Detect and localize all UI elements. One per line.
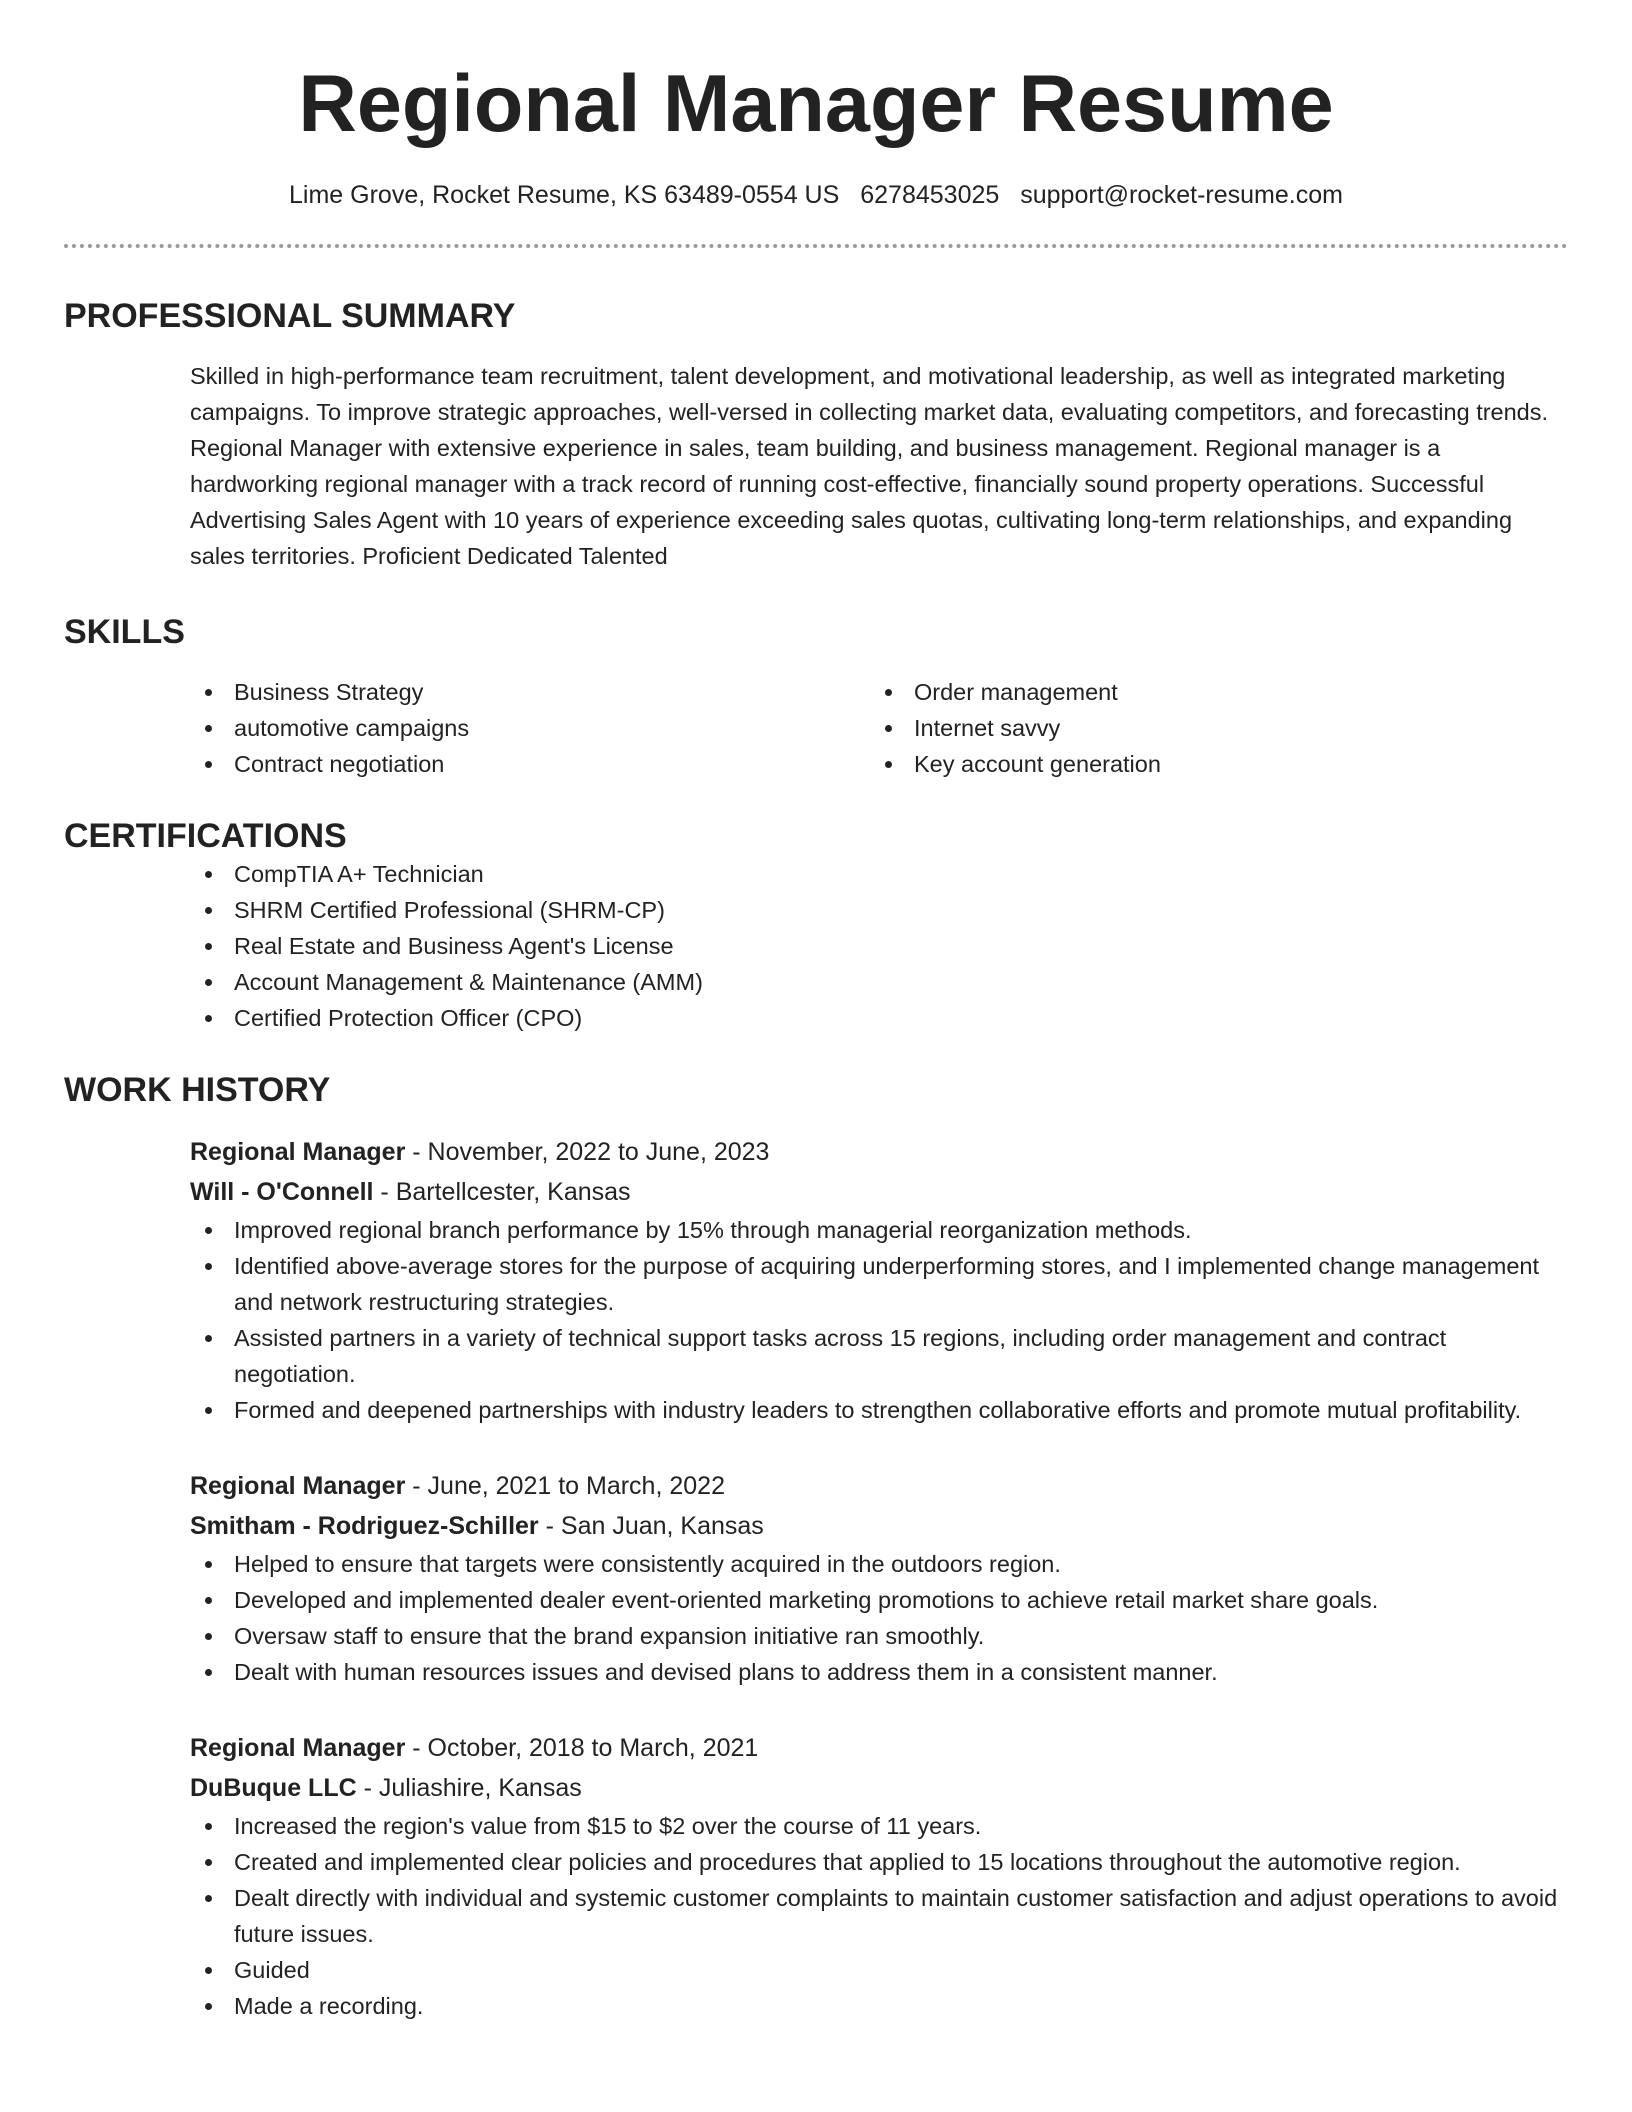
contact-email: support@rocket-resume.com [1020,181,1343,209]
job-bullet: Made a recording. [190,1988,1568,2024]
job-bullet: Helped to ensure that targets were consistently acquired in the outdoors region. [190,1546,1568,1582]
skill-item: Internet savvy [870,710,1550,746]
certification-item: SHRM Certified Professional (SHRM-CP) [190,892,1568,928]
job-title: Regional Manager [190,1734,406,1762]
job-title-line [190,1728,1568,1768]
job-title-line [190,1466,1568,1506]
skill-item: Contract negotiation [190,746,870,782]
contact-line [64,180,1568,210]
job-company: Will - O'Connell [190,1178,374,1206]
job-bullet: Assisted partners in a variety of technical support tasks across 15 regions, including order management and contract negotiation. [190,1320,1568,1392]
skill-item: Business Strategy [190,674,870,710]
certification-item: Certified Protection Officer (CPO) [190,1000,1568,1036]
job-title: Regional Manager [190,1138,406,1166]
certification-item: Account Management & Maintenance (AMM) [190,964,1568,1000]
summary-heading: PROFESSIONAL SUMMARY [64,297,516,335]
job-entry [190,1466,1568,1690]
skills-column-left [190,674,870,782]
certification-item: CompTIA A+ Technician [190,856,1568,892]
job-title: Regional Manager [190,1472,406,1500]
job-bullet: Oversaw staff to ensure that the brand expansion initiative ran smoothly. [190,1618,1568,1654]
job-bullet: Created and implemented clear policies and procedures that applied to 15 locations throughout the automotive region. [190,1844,1568,1880]
job-bullets [190,1212,1568,1428]
certifications-heading: CERTIFICATIONS [64,817,347,855]
job-dates: - October, 2018 to March, 2021 [405,1734,759,1762]
header-divider [64,244,1568,248]
job-bullet: Developed and implemented dealer event-oriented marketing promotions to achieve retail market share goals. [190,1582,1568,1618]
job-bullets [190,1546,1568,1690]
job-dates: - June, 2021 to March, 2022 [405,1472,725,1500]
job-company-line [190,1506,1568,1546]
job-entry [190,1728,1568,2024]
skill-item: automotive campaigns [190,710,870,746]
work-history-heading: WORK HISTORY [64,1071,331,1109]
job-bullet: Dealt with human resources issues and devised plans to address them in a consistent manner. [190,1654,1568,1690]
job-bullet: Identified above-average stores for the purpose of acquiring underperforming stores, and I implemented change management and network restructuring strategies. [190,1248,1568,1320]
job-bullet: Dealt directly with individual and systemic customer complaints to maintain customer satisfaction and adjust operations to avoid future issues. [190,1880,1568,1952]
job-location: - Juliashire, Kansas [356,1774,582,1802]
contact-address: Lime Grove, Rocket Resume, KS 63489-0554 US [289,181,840,209]
skills-heading: SKILLS [64,613,185,651]
skills-column-right [870,674,1550,782]
job-bullet: Increased the region's value from $15 to $2 over the course of 11 years. [190,1808,1568,1844]
job-title-line [190,1132,1568,1172]
skill-item: Order management [870,674,1550,710]
resume-title: Regional Manager Resume [298,59,1334,149]
job-company-line [190,1172,1568,1212]
skill-item: Key account generation [870,746,1550,782]
skills-list [190,674,1568,782]
job-bullets [190,1808,1568,2024]
certifications-list [190,856,1568,1036]
job-entry [190,1132,1568,1428]
job-location: - San Juan, Kansas [538,1512,764,1540]
job-company: DuBuque LLC [190,1774,357,1802]
contact-phone: 6278453025 [860,181,1000,209]
job-location: - Bartellcester, Kansas [373,1178,631,1206]
summary-text: Skilled in high-performance team recruitment, talent development, and motivational leadership, as well as integrated marketing campaigns. To improve strategic approaches, well-versed in collecting market data, evaluating competitors, and forecasting trends. Regional Manager with extensive experience in sales, team building, and business management. Regional manager is a hardworking regional manager with a track record of running cost-effective, financially sound property operations. Successful Advertising Sales Agent with 10 years of experience exceeding sales quotas, cultivating long-term relationships, and expanding sales territories. Proficient Dedicated Talented [190,363,1549,569]
job-bullet: Improved regional branch performance by 15% through managerial reorganization methods. [190,1212,1568,1248]
job-bullet: Guided [190,1952,1568,1988]
job-company-line [190,1768,1568,1808]
job-dates: - November, 2022 to June, 2023 [405,1138,770,1166]
job-company: Smitham - Rodriguez-Schiller [190,1512,539,1540]
job-bullet: Formed and deepened partnerships with industry leaders to strengthen collaborative efforts and promote mutual profitability. [190,1392,1568,1428]
certification-item: Real Estate and Business Agent's License [190,928,1568,964]
